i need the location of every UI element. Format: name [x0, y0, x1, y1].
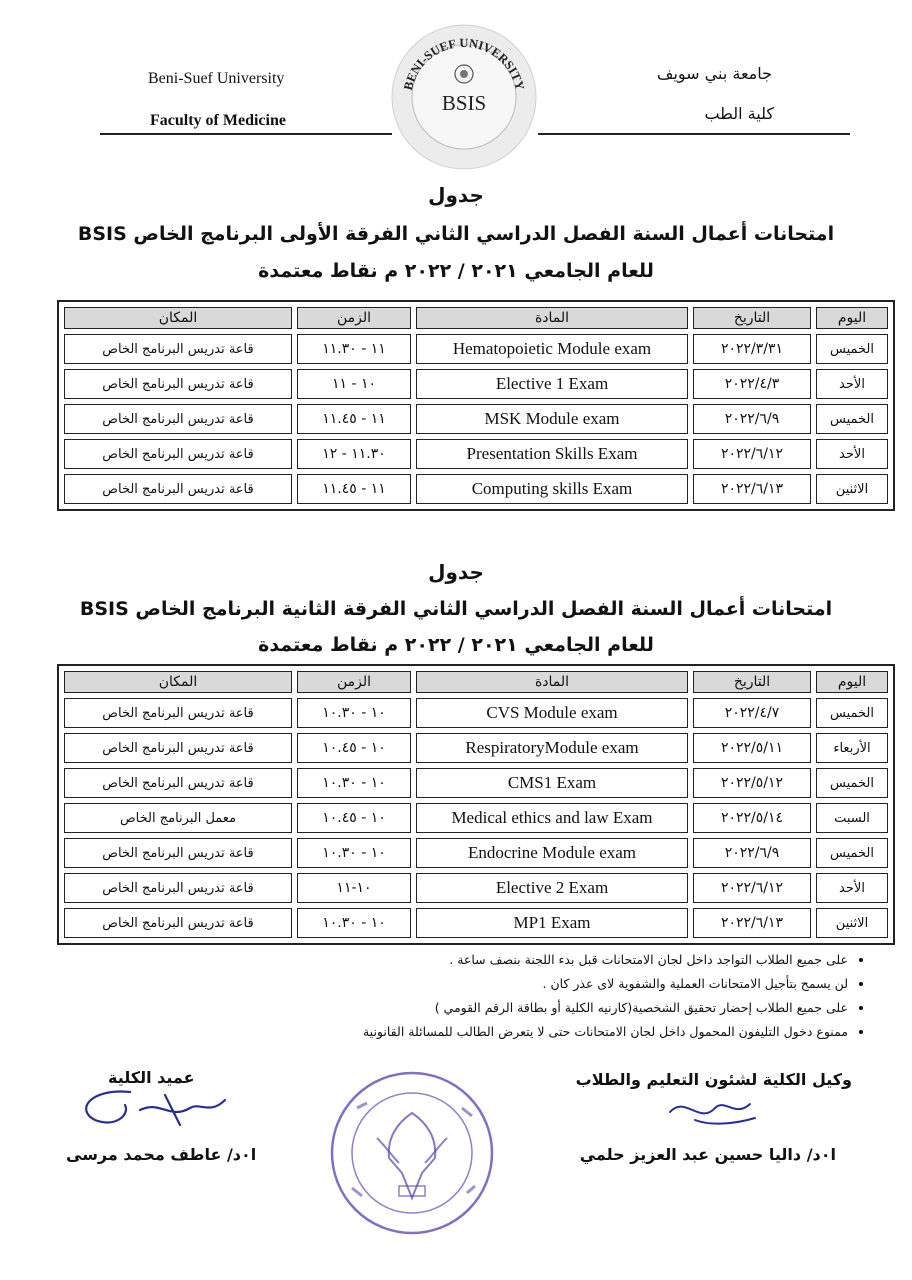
cell-subject: CMS1 Exam: [416, 768, 688, 798]
cell-place: قاعة تدريس البرنامج الخاص: [64, 908, 292, 938]
cell-day: الخميس: [816, 698, 888, 728]
note-item: • على جميع الطلاب التواجد داخل لجان الامتحانات قبل بدء اللجنة بنصف ساعة .: [68, 948, 848, 972]
table-row: [64, 768, 888, 798]
cell-date: ٢٠٢٢/٥/١٢: [693, 768, 811, 798]
university-logo: [389, 22, 539, 172]
section2-title-2: امتحانات أعمال السنة الفصل الدراسي الثاني الفرقة الثانية البرنامج الخاص BSIS: [79, 598, 833, 620]
cell-date: ٢٠٢٢/٤/٣: [693, 369, 811, 399]
table-row: [64, 803, 888, 833]
cell-place: قاعة تدريس البرنامج الخاص: [64, 698, 292, 728]
cell-place: معمل البرنامج الخاص: [64, 803, 292, 833]
section2-title-1: جدول: [428, 560, 484, 584]
cell-subject: MSK Module exam: [416, 404, 688, 434]
cell-date: ٢٠٢٢/٦/١٢: [693, 439, 811, 469]
cell-day: الخميس: [816, 334, 888, 364]
cell-date: ٢٠٢٢/٥/١٤: [693, 803, 811, 833]
cell-subject: Presentation Skills Exam: [416, 439, 688, 469]
university-name-en: Beni-Suef University: [148, 70, 285, 87]
cell-place: قاعة تدريس البرنامج الخاص: [64, 768, 292, 798]
cell-subject: Elective 2 Exam: [416, 873, 688, 903]
dean-signature-icon: [70, 1080, 240, 1140]
cell-subject: Endocrine Module exam: [416, 838, 688, 868]
cell-day: الأحد: [816, 439, 888, 469]
cell-date: ٢٠٢٢/٦/١٣: [693, 908, 811, 938]
table-header-row: [64, 671, 888, 693]
table-row: [64, 404, 888, 434]
cell-date: ٢٠٢٢/٦/١٢: [693, 873, 811, 903]
cell-subject: Medical ethics and law Exam: [416, 803, 688, 833]
cell-place: قاعة تدريس البرنامج الخاص: [64, 404, 292, 434]
cell-place: قاعة تدريس البرنامج الخاص: [64, 439, 292, 469]
note-item: • على جميع الطلاب إحضار تحقيق الشخصية(كارنيه الكلية أو بطاقة الرقم القومي ): [68, 996, 848, 1020]
cell-day: الخميس: [816, 768, 888, 798]
col-header-day: اليوم: [816, 671, 888, 693]
cell-date: ٢٠٢٢/٦/١٣: [693, 474, 811, 504]
cell-subject: MP1 Exam: [416, 908, 688, 938]
cell-time: ١٠-١١: [297, 873, 411, 903]
official-stamp-icon: [327, 1068, 497, 1238]
vice-dean-name: ا٠د/ داليا حسين عبد العزيز حلمي: [579, 1145, 836, 1164]
cell-time: ١١ - ١١.٤٥: [297, 474, 411, 504]
table-row: [64, 698, 888, 728]
faculty-name-ar: كلية الطب: [704, 104, 774, 123]
col-header-date: التاريخ: [693, 671, 811, 693]
university-name-ar: جامعة بني سويف: [656, 64, 772, 83]
table-row: [64, 733, 888, 763]
cell-time: ١٠ - ١٠.٣٠: [297, 908, 411, 938]
cell-day: السبت: [816, 803, 888, 833]
table-row: [64, 439, 888, 469]
table-row: [64, 908, 888, 938]
cell-time: ١١ - ١١.٤٥: [297, 404, 411, 434]
col-header-time: الزمن: [297, 307, 411, 329]
col-header-date: التاريخ: [693, 307, 811, 329]
cell-day: الأربعاء: [816, 733, 888, 763]
cell-place: قاعة تدريس البرنامج الخاص: [64, 474, 292, 504]
table-row: [64, 474, 888, 504]
cell-time: ١٠ - ١٠.٤٥: [297, 803, 411, 833]
cell-place: قاعة تدريس البرنامج الخاص: [64, 873, 292, 903]
cell-time: ١١ - ١١.٣٠: [297, 334, 411, 364]
vice-dean-title: وكيل الكلية لشئون التعليم والطلاب: [575, 1070, 852, 1089]
cell-time: ١٠ - ١٠.٤٥: [297, 733, 411, 763]
table-row: [64, 369, 888, 399]
cell-subject: CVS Module exam: [416, 698, 688, 728]
header-rule-left: [100, 133, 392, 135]
note-item: • ممنوع دخول التليفون المحمول داخل لجان الامتحانات حتى لا يتعرض الطالب للمسائلة القانونية: [68, 1020, 848, 1044]
cell-day: الأحد: [816, 369, 888, 399]
cell-time: ١٠ - ١٠.٣٠: [297, 698, 411, 728]
cell-date: ٢٠٢٢/٥/١١: [693, 733, 811, 763]
table-header-row: [64, 307, 888, 329]
exam-table-1: [57, 300, 895, 511]
cell-subject: Hematopoietic Module exam: [416, 334, 688, 364]
vice-dean-signature-icon: [665, 1090, 765, 1130]
col-header-place: المكان: [64, 307, 292, 329]
cell-day: الأحد: [816, 873, 888, 903]
col-header-subject: المادة: [416, 671, 688, 693]
col-header-subject: المادة: [416, 307, 688, 329]
logo-arc-text: BENI-SUEF UNIVERSITY: [400, 35, 528, 92]
cell-time: ١٠ - ١٠.٣٠: [297, 838, 411, 868]
note-item: • لن يسمح بتأجيل الامتحانات العملية والشفوية لاى عذر كان .: [68, 972, 848, 996]
cell-time: ١١.٣٠ - ١٢: [297, 439, 411, 469]
col-header-place: المكان: [64, 671, 292, 693]
cell-subject: Elective 1 Exam: [416, 369, 688, 399]
cell-place: قاعة تدريس البرنامج الخاص: [64, 838, 292, 868]
col-header-day: اليوم: [816, 307, 888, 329]
header-rule-right: [538, 133, 850, 135]
cell-time: ١٠ - ١٠.٣٠: [297, 768, 411, 798]
table-row: [64, 838, 888, 868]
cell-subject: Computing skills Exam: [416, 474, 688, 504]
logo-center-text: BSIS: [441, 91, 487, 115]
cell-date: ٢٠٢٢/٦/٩: [693, 404, 811, 434]
cell-place: قاعة تدريس البرنامج الخاص: [64, 369, 292, 399]
cell-subject: RespiratoryModule exam: [416, 733, 688, 763]
col-header-time: الزمن: [297, 671, 411, 693]
cell-day: الخميس: [816, 404, 888, 434]
table-row: [64, 873, 888, 903]
cell-time: ١٠ - ١١: [297, 369, 411, 399]
table-row: [64, 334, 888, 364]
cell-place: قاعة تدريس البرنامج الخاص: [64, 733, 292, 763]
exam-notes-list: [68, 948, 866, 1044]
cell-day: الاثنين: [816, 474, 888, 504]
exam-table-2: [57, 664, 895, 945]
section2-title-3: للعام الجامعي ٢٠٢١ / ٢٠٢٢ م نقاط معتمدة: [258, 634, 654, 656]
section1-title-3: للعام الجامعي ٢٠٢١ / ٢٠٢٢ م نقاط معتمدة: [258, 260, 654, 282]
cell-date: ٢٠٢٢/٦/٩: [693, 838, 811, 868]
cell-date: ٢٠٢٢/٤/٧: [693, 698, 811, 728]
section1-title-2: امتحانات أعمال السنة الفصل الدراسي الثاني الفرقة الأولى البرنامج الخاص BSIS: [77, 223, 835, 245]
cell-date: ٢٠٢٢/٣/٣١: [693, 334, 811, 364]
cell-day: الخميس: [816, 838, 888, 868]
dean-title: عميد الكلية: [108, 1068, 195, 1087]
cell-day: الاثنين: [816, 908, 888, 938]
dean-name: ا٠د/ عاطف محمد مرسى: [66, 1145, 257, 1164]
section1-title-1: جدول: [428, 183, 484, 207]
faculty-name-en: Faculty of Medicine: [150, 112, 286, 129]
cell-place: قاعة تدريس البرنامج الخاص: [64, 334, 292, 364]
